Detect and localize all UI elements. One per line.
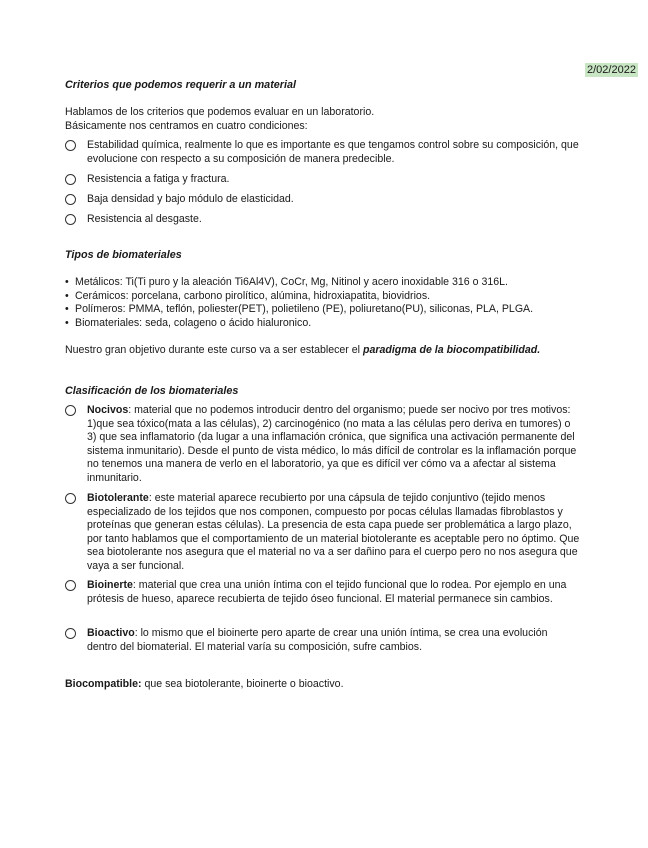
term-label: Bioinerte	[87, 579, 133, 591]
section-title-clasificacion: Clasificación de los biomateriales	[65, 385, 239, 397]
biocompatible-text: que sea biotolerante, bioinerte o bioactivo.	[141, 678, 344, 690]
radio-circle-icon[interactable]	[65, 140, 76, 151]
criterion-item	[65, 139, 580, 166]
criterion-item	[65, 213, 580, 227]
criterion-text: Baja densidad y bajo módulo de elasticidad.	[87, 193, 294, 205]
radio-circle-icon[interactable]	[65, 214, 76, 225]
radio-circle-icon[interactable]	[65, 628, 76, 639]
classification-item	[65, 404, 580, 486]
term-description: : material que no podemos introducir dentro del organismo; puede ser nocivo por tres motivos: 1)que sea tóxico(mata a las células), 2) carcinogénico (no mata a las células pero deriva en tumores) o 3) que sea inflamatorio (da lugar a una inflamación crónica, que significa una activación permanente del sistema inmunitario). Desde el punto de vista médico, lo más difícil de controlar es la inflamación porque no tenemos una manera de verlo en el laboratorio, ya que es difícil ver cómo va a afectar al sistema inmunitario.	[87, 404, 577, 484]
classification-item	[65, 492, 580, 574]
list-item: • Metálicos: Ti(Ti puro y la aleación Ti6Al4V), CoCr, Mg, Nitinol y acero inoxidable 316 o 316L.	[65, 276, 580, 290]
list-item: • Biomateriales: seda, colageno o ácido hialuronico.	[65, 317, 580, 331]
criterion-text: Estabilidad química, realmente lo que es importante es que tengamos control sobre su composición, que evolucione con respecto a su composición de manera predecible.	[87, 139, 579, 165]
radio-circle-icon[interactable]	[65, 580, 76, 591]
classification-item	[65, 579, 580, 606]
section-title-criterios: Criterios que podemos requerir a un material	[65, 79, 296, 91]
biomaterial-types-list	[65, 276, 580, 330]
objective-text: Nuestro gran objetivo durante este curso va a ser establecer el	[65, 344, 363, 356]
term-description: : material que crea una unión íntima con el tejido funcional que lo rodea. Por ejemplo en una prótesis de hueso, aparece recubierta de tejido óseo funcional. El material permanece sin cambios.	[87, 579, 567, 605]
term-label: Bioactivo	[87, 627, 135, 639]
date-highlight: 2/02/2022	[587, 64, 636, 76]
biocompatible-definition	[65, 678, 580, 692]
term-label: Biotolerante	[87, 492, 149, 504]
classification-item	[65, 627, 580, 654]
term-description: : este material aparece recubierto por una cápsula de tejido conjuntivo (tejido menos especializado de los tejidos que nos componen, compuesto por pocas células llamadas fibroblastos y proteínas que generan estas células). La presencia de esta capa puede ser problemática a largo plazo, por tanto hablamos que el comportamiento de un material biotolerante es aceptable pero no óptimo. Que sea biotolerante nos asegura que el material no va a ser dañino para el cuerpo pero no nos asegura que vaya a ser funcional.	[87, 492, 580, 572]
criterion-text: Resistencia al desgaste.	[87, 213, 202, 225]
objective-emphasis: paradigma de la biocompatibilidad.	[362, 344, 541, 356]
section-title-tipos: Tipos de biomateriales	[65, 249, 182, 261]
radio-circle-icon[interactable]	[65, 493, 76, 504]
radio-circle-icon[interactable]	[65, 405, 76, 416]
radio-circle-icon[interactable]	[65, 194, 76, 205]
radio-circle-icon[interactable]	[65, 174, 76, 185]
objective-paragraph	[65, 344, 580, 358]
intro-line-2: Básicamente nos centramos en cuatro condiciones:	[65, 120, 308, 132]
list-item: • Cerámicos: porcelana, carbono pirolítico, alúmina, hidroxiapatita, biovidrios.	[65, 290, 580, 304]
term-label: Nocivos	[87, 404, 129, 416]
list-item: • Polímeros: PMMA, teflón, poliester(PET), polietileno (PE), poliuretano(PU), siliconas, PLA, PLGA.	[65, 303, 580, 317]
intro-line-1: Hablamos de los criterios que podemos evaluar en un laboratorio.	[65, 106, 375, 118]
criterion-item	[65, 193, 580, 207]
biocompatible-term: Biocompatible:	[65, 678, 142, 690]
criterion-item	[65, 173, 580, 187]
criterion-text: Resistencia a fatiga y fractura.	[87, 173, 230, 185]
term-description: : lo mismo que el bioinerte pero aparte de crear una unión íntima, se crea una evolución dentro del biomaterial. El material varía su composición, sufre cambios.	[87, 627, 548, 653]
